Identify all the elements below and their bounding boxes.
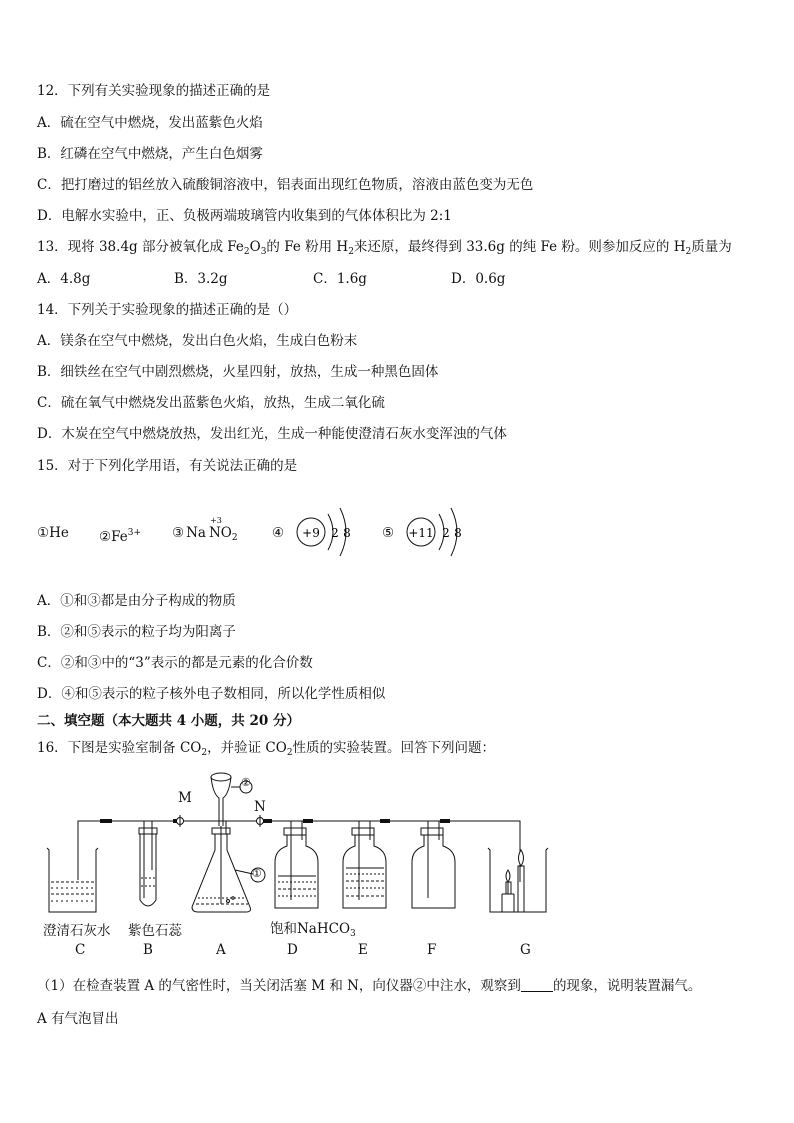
q15-item5-label: ⑤ [382, 525, 395, 541]
q12-option-c: C．把打磨过的铝丝放入硫酸铜溶液中，铝表面出现红色物质，溶液由蓝色变为无色 [37, 177, 534, 193]
q13-option-d: D．0.6g [451, 271, 506, 287]
apparatus-g-letter: G [520, 942, 531, 958]
shell-1-electrons: 2 [331, 526, 339, 540]
q15-option-d: D．④和⑤表示的粒子核外电子数相同，所以化学性质相似 [37, 686, 386, 702]
q14-option-a: A．镁条在空气中燃烧，发出白色火焰，生成白色粉末 [37, 333, 358, 349]
apparatus-d-letter: D [287, 942, 298, 958]
q12-option-d: D．电解水实验中，正、负极两端玻璃管内收集到的气体体积比为 2:1 [37, 208, 452, 224]
q13-option-b: B．3.2g [174, 271, 228, 287]
apparatus-b-letter: B [143, 942, 153, 958]
q13-stem: 13．现将 38.4g 部分被氧化成 $Fe_2O_3$的 Fe 粉用 $H_2$来还原，最终得到 33.6g 的纯 Fe 粉。则参加反应的 $H_2$质量为 [37, 239, 732, 257]
q13-option-c: C．1.6g [313, 271, 367, 287]
fluorine-atom-diagram [294, 500, 364, 564]
apparatus-drawing [40, 770, 560, 920]
apparatus-c-letter: C [75, 942, 86, 958]
q15-stem: 15．对于下列化学用语，有关说法正确的是 [37, 458, 298, 474]
flask-label: ① [252, 867, 262, 880]
q12-option-b: B．红磷在空气中燃烧，产生白色烟雾 [37, 146, 263, 162]
sodium-ion-diagram [404, 500, 476, 564]
litmus-label: 紫色石蕊 [128, 923, 182, 939]
limewater-label: 澄清石灰水 [43, 923, 111, 939]
valve-n-label: N [254, 799, 266, 815]
q15-option-c: C．②和③中的“3”表示的都是元素的化合价数 [37, 655, 313, 671]
apparatus-diagram [40, 770, 560, 965]
apparatus-e-letter: E [358, 942, 368, 958]
apparatus-a-letter: A [216, 942, 226, 958]
valve-m-label: M [178, 790, 192, 806]
nucleus-charge: +11 [408, 526, 434, 540]
q12-stem: 12．下列有关实验现象的描述正确的是 [37, 83, 271, 99]
q15-item-fe-ion: $②Fe^{3+}$ [99, 528, 142, 545]
q15-item-nano2: ③ Na +3 $NO_2$ [172, 516, 238, 543]
q14-option-c: C．硫在氧气中燃烧发出蓝紫色火焰，放热，生成二氧化硫 [37, 395, 385, 411]
q14-option-d: D．木炭在空气中燃烧放热，发出红光，生成一种能使澄清石灰水变浑浊的气体 [37, 426, 507, 442]
answer-blank[interactable] [521, 979, 553, 992]
q15-item-he: ①He [37, 525, 69, 541]
q12-option-a: A．硫在空气中燃烧，发出蓝紫色火焰 [37, 115, 263, 131]
q16-subquestion-1: （1）在检查装置 A 的气密性时，当关闭活塞 M 和 N，向仪器②中注水，观察到 的现象，说明装置漏气。 [37, 978, 702, 994]
shell-2-electrons: 8 [454, 526, 462, 540]
q16-answer: A 有气泡冒出 [37, 1011, 119, 1027]
q15-item4-label: ④ [272, 525, 285, 541]
shell-1-electrons: 2 [442, 526, 450, 540]
apparatus-f-letter: F [427, 942, 437, 958]
q16-stem: 16．下图是实验室制备 $CO_2$，并验证 $CO_2$性质的实验装置。回答下列问题： [37, 740, 496, 758]
q13-option-a: A．4.8g [37, 271, 91, 287]
q15-option-a: A．①和③都是由分子构成的物质 [37, 593, 236, 609]
q14-stem: 14．下列关于实验现象的描述正确的是（） [37, 302, 298, 318]
funnel-label: ② [241, 776, 251, 789]
q15-option-b: B．②和⑤表示的粒子均为阳离子 [37, 624, 236, 640]
shell-2-electrons: 8 [343, 526, 351, 540]
nahco3-label: 饱和NaHCO$_3$ [270, 921, 356, 939]
q14-option-b: B．细铁丝在空气中剧烈燃烧，火星四射，放热，生成一种黑色固体 [37, 364, 439, 380]
nucleus-charge: +9 [302, 526, 320, 540]
section-title: 二、填空题（本大题共 4 小题，共 20 分） [37, 713, 300, 729]
